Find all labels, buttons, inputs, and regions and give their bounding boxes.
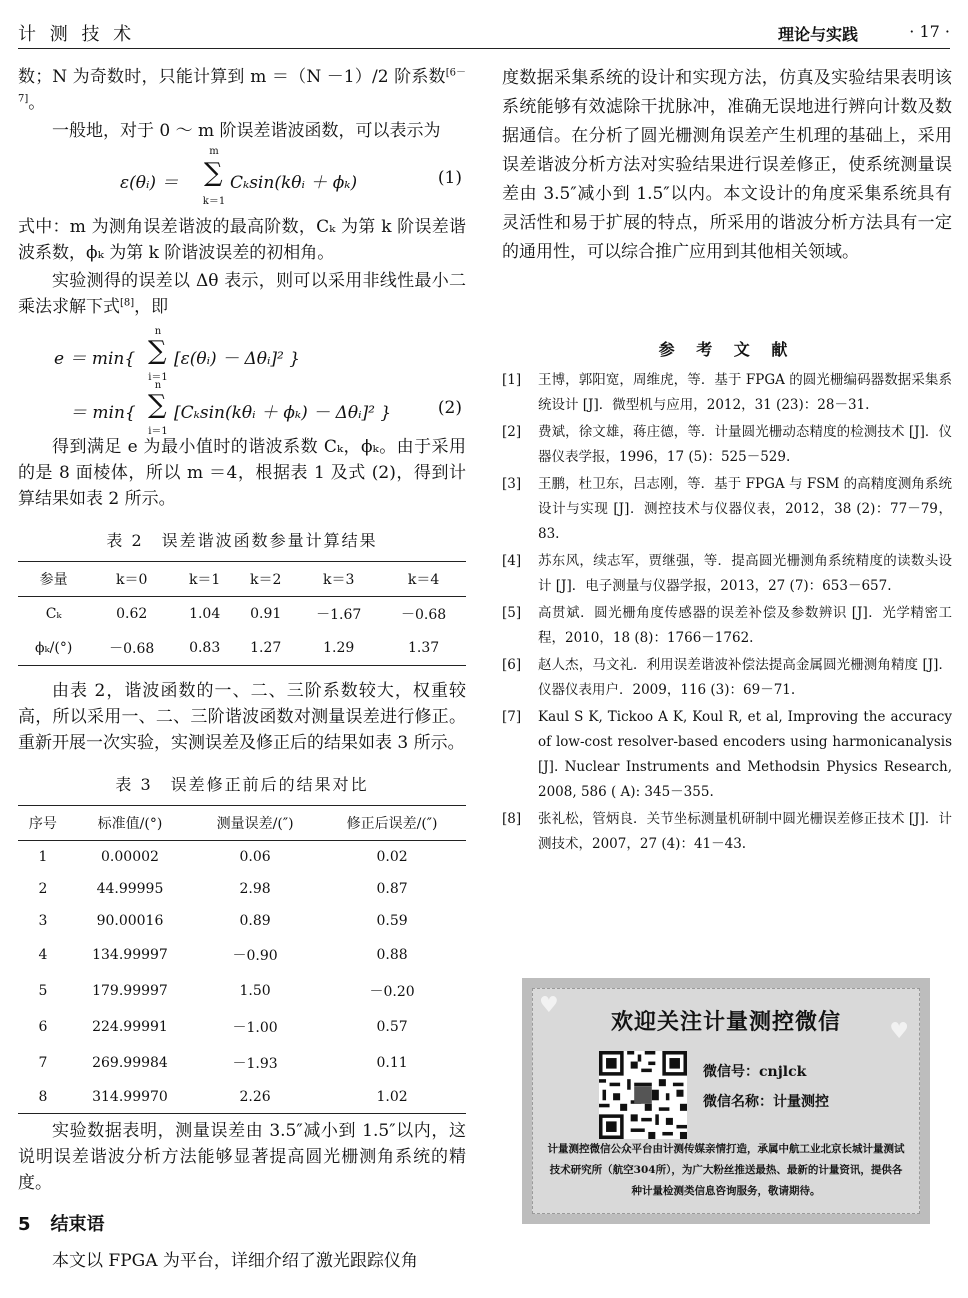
reference-number: [5] — [502, 605, 522, 621]
table-cell: 269.99984 — [92, 1055, 168, 1071]
reference-item — [502, 807, 952, 857]
table-header: k＝3 — [296, 562, 381, 597]
eq2-line2-lhs: ＝ min{ — [70, 403, 136, 423]
reference-item — [502, 420, 952, 470]
table-cell: －0.20 — [369, 984, 415, 1000]
eq2-line2-body: [Cₖsin(kθᵢ ＋ ϕₖ) － Δθᵢ]² } — [174, 403, 392, 423]
table-header-row — [18, 806, 466, 841]
table-header-row — [18, 562, 466, 597]
table-cell: 0.87 — [376, 881, 408, 897]
eq1-lhs: ε(θᵢ) ＝ — [120, 173, 179, 193]
eq1-lower-limit: k＝1 — [202, 196, 226, 207]
table-cell: －0.90 — [232, 948, 278, 964]
reference-number: [6] — [502, 657, 522, 673]
table-cell: 224.99991 — [92, 1019, 168, 1035]
summation-symbol: ∑ — [204, 158, 223, 188]
eq2-lower-limit: i＝1 — [148, 372, 168, 383]
table-cell: 1.37 — [381, 631, 466, 666]
equation-2 — [18, 326, 466, 437]
table-row — [18, 937, 466, 973]
eq1-upper-limit: m — [209, 146, 219, 157]
table-cell: 0.11 — [376, 1055, 408, 1071]
qr-code-icon[interactable] — [599, 1051, 687, 1139]
paragraph — [18, 64, 466, 116]
table-row — [18, 973, 466, 1009]
left-column — [18, 64, 466, 1274]
reference-item — [502, 368, 952, 418]
reference-item — [502, 549, 952, 599]
citation: [8] — [120, 297, 135, 309]
table-cell: 90.00016 — [96, 913, 164, 929]
table-cell: 314.99970 — [68, 1081, 192, 1114]
table-cell: 2 — [38, 881, 48, 897]
table-header: 测量误差/(″) — [192, 806, 318, 841]
table-cell: 0.57 — [376, 1019, 408, 1035]
eq2-line1-lhs: e ＝ min{ — [54, 349, 136, 369]
table2-caption: 表 2 误差谐波函数参量计算结果 — [106, 531, 378, 550]
table-row — [18, 1045, 466, 1081]
table-header: 修正后误差/(″) — [318, 806, 466, 841]
journal-name: 计 测 技 术 — [18, 24, 136, 45]
table-cell: 3 — [38, 913, 48, 929]
table-header: 标准值/(°) — [68, 806, 192, 841]
section-title: 结束语 — [50, 1214, 105, 1235]
summation-symbol: ∑ — [148, 390, 167, 420]
paragraph — [18, 268, 466, 320]
advert-description: 计量测控微信公众平台由计测传媒亲情打造，承属中航工业北京长城计量测试技术研究所（航空304所），为广大粉丝推送最热、最新的计量资讯，提供各种计量检测类信息咨询服务，敬请期待。 — [547, 1143, 905, 1197]
paragraph: 式中：m 为测角误差谐波的最高阶数，Cₖ 为第 k 阶误差谐波系数，ϕₖ 为第 k 阶谐波误差的初相角。 — [18, 217, 466, 263]
reference-number: [7] — [502, 709, 522, 725]
table-cell: 6 — [38, 1019, 48, 1035]
table-cell: 0.06 — [239, 849, 271, 865]
section-name: 理论与实践 — [777, 25, 858, 44]
table-cell: 0.91 — [250, 606, 282, 622]
table-cell: 1.27 — [235, 631, 296, 666]
eq1-number: (1) — [437, 168, 462, 188]
table-row — [18, 1081, 466, 1114]
eq2-number: (2) — [437, 398, 462, 418]
advert-card — [532, 988, 920, 1214]
table-cell: 0.00002 — [101, 849, 159, 865]
eq2-upper-limit: n — [154, 380, 162, 391]
reference-text: 费斌，徐文雄，蒋庄德，等．计量圆光栅动态精度的检测技术 [J]．仪器仪表学报，1996，17 (5)：525－529. — [538, 424, 952, 465]
reference-list — [502, 368, 952, 857]
section-number: 5 — [18, 1214, 31, 1235]
table-row — [18, 631, 466, 666]
reference-number: [2] — [502, 424, 522, 440]
table-row — [18, 873, 466, 905]
eq2-upper-limit: n — [154, 326, 162, 337]
reference-text: 王鹏，杜卫东，吕志刚，等．基于 FPGA 与 FSM 的高精度测角系统设计与实现 [J]．测控技术与仪器仪表，2012，38 (2)：77－79，83. — [538, 476, 952, 542]
eq2-lower-limit: i＝1 — [148, 426, 168, 437]
table-cell: 0.89 — [239, 913, 271, 929]
table-cell: 2.98 — [239, 881, 271, 897]
table-cell: 2.26 — [192, 1081, 318, 1114]
table-cell: 134.99997 — [92, 947, 168, 963]
summation-symbol: ∑ — [148, 336, 167, 366]
table-row — [18, 841, 466, 874]
wechat-advert — [522, 978, 930, 1224]
table-header: k＝2 — [235, 562, 296, 597]
table-cell: ϕₖ/(°) — [18, 631, 89, 666]
table-row — [18, 597, 466, 632]
reference-item — [502, 472, 952, 547]
reference-item — [502, 705, 952, 805]
table-cell: 0.02 — [376, 849, 408, 865]
wechat-id: 微信号：cnjlck — [703, 1064, 807, 1080]
right-column — [502, 64, 952, 859]
table-3 — [18, 805, 466, 1114]
table-cell: 1.50 — [239, 983, 271, 999]
reference-item — [502, 653, 952, 703]
paragraph: 实验数据表明，测量误差由 3.5″减小到 1.5″以内，这说明误差谐波分析方法能够显著提高圆光栅测角系统的精度。 — [18, 1121, 466, 1193]
reference-text: 苏东风，续志军，贾继强，等．提高圆光栅测角系统精度的读数头设计 [J]．电子测量与仪器学报，2013，27 (7)：653－657. — [538, 553, 952, 594]
table-cell: 4 — [38, 947, 48, 963]
references-title: 参 考 文 献 — [658, 340, 796, 359]
table-header: k＝4 — [381, 562, 466, 597]
page-number: · 17 · — [909, 22, 950, 41]
table-cell: 179.99997 — [92, 983, 168, 999]
table-cell: 0.59 — [376, 913, 408, 929]
table-cell: 1 — [38, 849, 48, 865]
table-cell: Cₖ — [45, 606, 62, 622]
reference-text: 王博，郭阳宽，周维虎，等．基于 FPGA 的圆光栅编码器数据采集系统设计 [J]．微型机与应用，2012，31 (23)：28－31. — [538, 372, 952, 413]
equation-1 — [18, 146, 466, 208]
table-cell: －0.68 — [400, 607, 447, 623]
table-cell: －1.67 — [316, 607, 362, 623]
reference-number: [8] — [502, 811, 522, 827]
table-header: 序号 — [18, 806, 68, 841]
table-cell: 1.02 — [318, 1081, 466, 1114]
paragraph: 由表 2，谐波函数的一、二、三阶系数较大，权重较高，所以采用一、二、三阶谐波函数对测量误差进行修正。重新开展一次实验，实测误差及修正后的结果如表 3 所示。 — [18, 681, 466, 753]
paragraph: 得到满足 e 为最小值时的谐波系数 Cₖ，ϕₖ。由于采用的是 8 面棱体，所以 m ＝4，根据表 1 及式 (2)，得到计算结果如表 2 所示。 — [18, 437, 466, 509]
eq1-rhs: Cₖsin(kθᵢ ＋ ϕₖ) — [230, 173, 358, 193]
paragraph: 本文以 FPGA 为平台，详细介绍了激光跟踪仪角 — [52, 1251, 418, 1271]
table3-caption: 表 3 误差修正前后的结果对比 — [115, 775, 369, 794]
reference-item — [502, 601, 952, 651]
table-cell: 8 — [18, 1081, 68, 1114]
paragraph: 一般地，对于 0 ～ m 阶误差谐波函数，可以表示为 — [52, 121, 441, 141]
table-cell: －1.93 — [232, 1056, 278, 1072]
reference-text: Kaul S K, Tickoo A K, Koul R, et al, Improving the accuracy of low-cost resolver-based encoders using harmonicanalysis [J]. Nuclear Instruments and Methodsin Physics Research, 2008, 586 ( A): 345－355. — [538, 709, 952, 800]
wechat-name: 微信名称：计量测控 — [703, 1094, 829, 1110]
table-header: k＝1 — [174, 562, 235, 597]
table-2 — [18, 561, 466, 666]
reference-text: 赵人杰，马文礼．利用误差谐波补偿法提高金属圆光栅测角精度 [J]．仪器仪表用户．2009，116 (3)：69－71. — [538, 657, 952, 698]
table-cell: 0.88 — [376, 947, 408, 963]
table-cell: －1.00 — [232, 1020, 278, 1036]
table-cell: 0.83 — [174, 631, 235, 666]
table-cell: 0.62 — [116, 606, 148, 622]
reference-text: 张礼松，管炳良．关节坐标测量机研制中圆光栅误差修正技术 [J]．计测技术，2007，27 (4)：41－43. — [538, 811, 952, 852]
table-header: 参量 — [18, 562, 89, 597]
heart-icon: ♥ — [539, 993, 559, 1018]
paragraph-text: 。 — [28, 93, 46, 113]
table-cell: －0.68 — [89, 631, 174, 666]
reference-number: [1] — [502, 372, 522, 388]
table-cell: 5 — [38, 983, 48, 999]
paragraph: 度数据采集系统的设计和实现方法，仿真及实验结果表明该系统能够有效滤除干扰脉冲，准确无误地进行辨向计数及数据通信。在分析了圆光栅测角误差产生机理的基础上，采用误差谐波分析方法对实验结果进行误差修正，使系统测量误差由 3.5″减小到 1.5″以内。本文设计的角度采集系统具有灵活性和易于扩展的特点，所采用的谐波分析方法具有一定的通用性，可以综合推广应用到其他相关领域。 — [502, 68, 952, 262]
table-row — [18, 905, 466, 937]
reference-number: [3] — [502, 476, 522, 492]
table-cell: 7 — [38, 1055, 48, 1071]
citation: [6－7] — [18, 67, 466, 105]
running-header — [18, 14, 950, 49]
section-heading — [18, 1210, 466, 1236]
table-row — [18, 1009, 466, 1045]
table-cell: 1.04 — [189, 606, 221, 622]
reference-number: [4] — [502, 553, 522, 569]
heart-icon: ♥ — [889, 1019, 909, 1044]
paragraph-text: 数；N 为奇数时，只能计算到 m ＝（N －1）/2 阶系数 — [18, 67, 446, 87]
table-header: k＝0 — [89, 562, 174, 597]
table-cell: 44.99995 — [96, 881, 164, 897]
paragraph-text: ，即 — [134, 297, 169, 317]
table-cell: 1.29 — [296, 631, 381, 666]
eq2-line1-body: [ε(θᵢ) － Δθᵢ]² } — [174, 349, 301, 369]
reference-text: 高贯斌．圆光栅角度传感器的误差补偿及参数辨识 [J]．光学精密工程，2010，18 (8)：1766－1762. — [538, 605, 952, 646]
advert-title: 欢迎关注计量测控微信 — [610, 1009, 841, 1035]
paragraph-text: 实验测得的误差以 Δθ 表示，则可以采用非线性最小二乘法求解下式 — [18, 271, 466, 317]
